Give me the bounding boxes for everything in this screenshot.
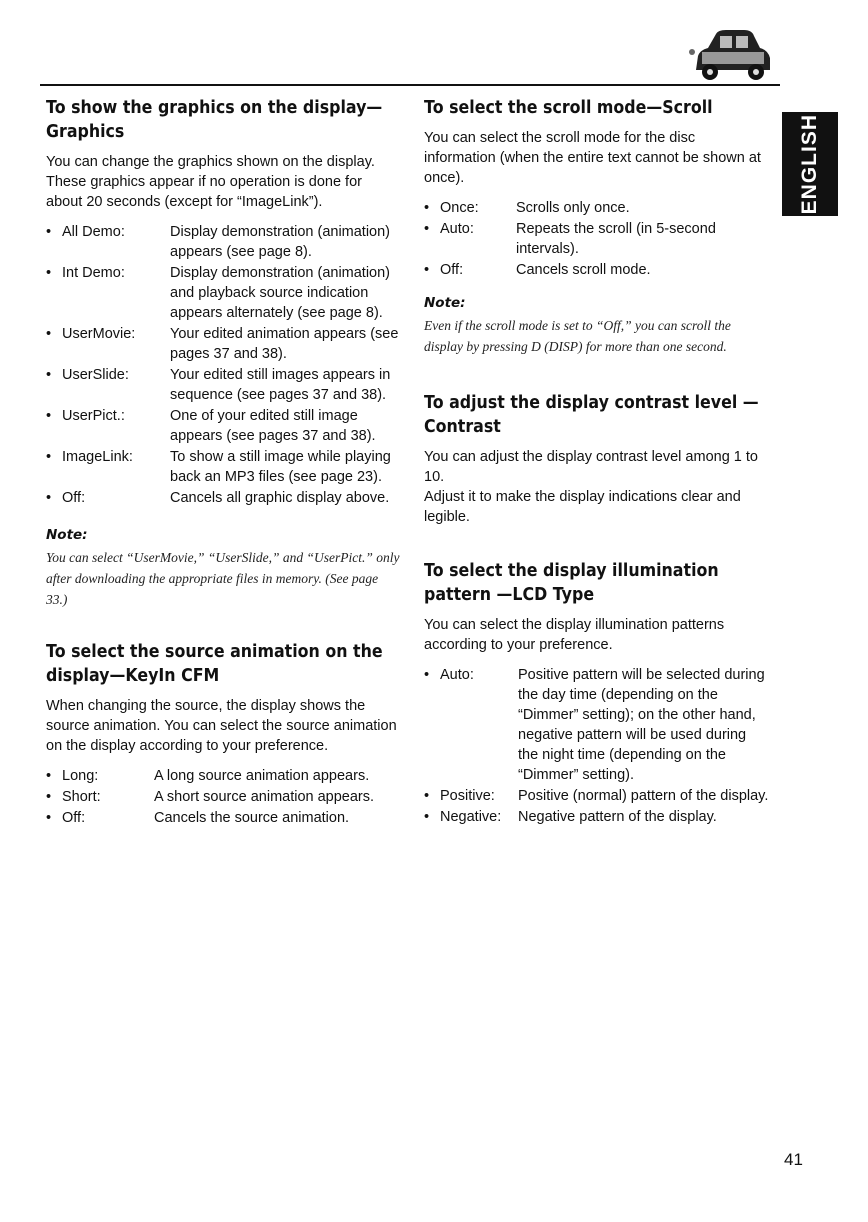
item-term: Positive:: [440, 788, 495, 804]
list-item: [424, 807, 770, 827]
lcd-heading: To select the display illumination pattern —LCD Type: [424, 560, 719, 605]
list-item: [424, 665, 770, 785]
item-term: Auto:: [440, 221, 474, 237]
graphics-section: [46, 96, 402, 610]
contrast-heading: To adjust the display contrast level —Contrast: [424, 392, 759, 437]
graphics-heading: To show the graphics on the display—Graphics: [46, 97, 383, 142]
item-description: To show a still image while playing back an MP3 files (see page 23).: [170, 449, 391, 485]
list-item: [46, 488, 402, 508]
bullet-icon: •: [46, 810, 52, 826]
left-column: [46, 96, 402, 829]
item-term: Int Demo:: [62, 265, 125, 281]
bullet-icon: •: [46, 367, 52, 383]
scroll-list: [424, 198, 770, 280]
list-item: [46, 447, 402, 487]
bullet-icon: •: [46, 768, 52, 784]
item-description: Scrolls only once.: [516, 200, 630, 216]
keyin-section: [46, 640, 402, 828]
lcd-list: [424, 665, 770, 827]
bullet-icon: •: [424, 809, 430, 825]
item-term: UserMovie:: [62, 326, 136, 342]
bullet-icon: •: [46, 490, 52, 506]
item-term: Off:: [440, 262, 464, 278]
list-item: [424, 786, 770, 806]
bullet-icon: •: [424, 221, 430, 237]
list-item: [424, 219, 770, 259]
graphics-list: [46, 222, 402, 508]
scroll-note-label: Note:: [424, 295, 466, 311]
item-description: Your edited animation appears (see pages 37 and 38).: [170, 326, 399, 362]
item-description: Repeats the scroll (in 5-second intervals).: [516, 221, 716, 257]
item-description: Display demonstration (animation) and playback source indication appears alternately (see page 8).: [170, 265, 391, 321]
item-description: A long source animation appears.: [154, 768, 370, 784]
language-tab-label: ENGLISH: [798, 113, 821, 215]
list-item: [46, 324, 402, 364]
right-column: [424, 96, 770, 828]
page-number: 41: [784, 1150, 803, 1169]
bullet-icon: •: [424, 200, 430, 216]
bullet-icon: •: [46, 265, 52, 281]
scroll-intro: You can select the scroll mode for the disc information (when the entire text cannot be shown at once).: [424, 130, 761, 186]
keyin-heading: To select the source animation on the display—KeyIn CFM: [46, 641, 383, 686]
lcd-section: [424, 559, 770, 827]
graphics-note-label: Note:: [46, 527, 88, 543]
list-item: [424, 260, 770, 280]
item-description: Display demonstration (animation) appears (see page 8).: [170, 224, 391, 260]
item-term: ImageLink:: [62, 449, 133, 465]
list-item: [46, 222, 402, 262]
graphics-note: You can select “UserMovie,” “UserSlide,” and “UserPict.” only after downloading the appropriate files in memory. (See page 33.): [46, 550, 400, 607]
contrast-intro-2: Adjust it to make the display indications clear and legible.: [424, 489, 741, 525]
item-term: UserPict.:: [62, 408, 125, 424]
list-item: [46, 808, 402, 828]
item-description: Your edited still images appears in sequence (see pages 37 and 38).: [170, 367, 391, 403]
item-term: UserSlide:: [62, 367, 129, 383]
car-icon: [688, 26, 772, 82]
item-term: Off:: [62, 490, 86, 506]
list-item: [424, 198, 770, 218]
list-item: [46, 787, 402, 807]
bullet-icon: •: [424, 262, 430, 278]
contrast-intro: You can adjust the display contrast level among 1 to 10.: [424, 449, 758, 485]
item-term: Negative:: [440, 809, 502, 825]
item-description: Cancels scroll mode.: [516, 262, 651, 278]
keyin-list: [46, 766, 402, 828]
contrast-section: [424, 391, 770, 527]
item-term: Off:: [62, 810, 86, 826]
graphics-intro: You can change the graphics shown on the display. These graphics appear if no operation is done for about 20 seconds (except for “ImageLink”).: [46, 154, 375, 210]
item-term: Long:: [62, 768, 99, 784]
item-description: A short source animation appears.: [154, 789, 375, 805]
scroll-note: Even if the scroll mode is set to “Off,” you can scroll the display by pressing D (DISP) for more than one second.: [424, 318, 731, 354]
bullet-icon: •: [46, 326, 52, 342]
item-description: Cancels the source animation.: [154, 810, 350, 826]
item-term: Short:: [62, 789, 101, 805]
list-item: [46, 406, 402, 446]
keyin-intro: When changing the source, the display shows the source animation. You can select the source animation on the display according to your preference.: [46, 698, 397, 754]
scroll-section: [424, 96, 770, 357]
bullet-icon: •: [424, 788, 430, 804]
bullet-icon: •: [424, 667, 430, 683]
list-item: [46, 365, 402, 405]
item-description: Positive (normal) pattern of the display.: [518, 788, 769, 804]
item-term: All Demo:: [62, 224, 125, 240]
bullet-icon: •: [46, 789, 52, 805]
list-item: [46, 766, 402, 786]
item-term: Once:: [440, 200, 479, 216]
item-term: Auto:: [440, 667, 474, 683]
item-description: Positive pattern will be selected during the day time (depending on the “Dimmer” setting); on the other hand, negative pattern will be used during the night time (depending on the “Dimmer” setting).: [518, 667, 765, 783]
item-description: One of your edited still image appears (see pages 37 and 38).: [170, 408, 376, 444]
bullet-icon: •: [46, 449, 52, 465]
bullet-icon: •: [46, 224, 52, 240]
bullet-icon: •: [46, 408, 52, 424]
lcd-intro: You can select the display illumination patterns according to your preference.: [424, 617, 725, 653]
language-tab: [782, 112, 838, 216]
item-description: Cancels all graphic display above.: [170, 490, 390, 506]
scroll-heading: To select the scroll mode—Scroll: [424, 97, 713, 118]
list-item: [46, 263, 402, 323]
header-rule: [40, 84, 780, 86]
item-description: Negative pattern of the display.: [518, 809, 717, 825]
